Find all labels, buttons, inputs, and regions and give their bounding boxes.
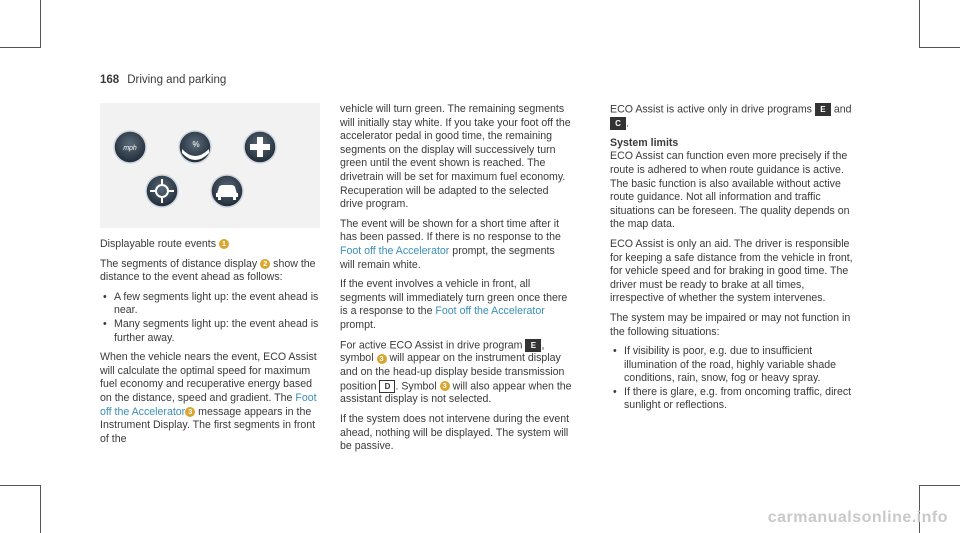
page-number: 168 <box>100 74 120 86</box>
svg-text:%: % <box>192 140 200 149</box>
bullet-list <box>610 345 860 413</box>
mph-icon <box>114 131 146 163</box>
car-icon <box>211 175 243 207</box>
route-events-figure <box>100 103 320 228</box>
callout-badge: 3 <box>185 407 195 417</box>
paragraph: The segments of distance display 2 show the distance to the event ahead as follows: <box>100 257 316 284</box>
crop-mark <box>40 485 41 533</box>
drive-program-e-symbol: E <box>525 339 541 352</box>
section-title: Driving and parking <box>127 74 227 86</box>
paragraph: If the event involves a vehicle in front, all segments will immediately turn green once there is a response to the Foot off the Accelerator prompt. <box>340 278 568 331</box>
drive-program-c-symbol: C <box>610 117 626 130</box>
percent-gauge-icon <box>179 131 211 163</box>
foot-off-accelerator-link: Foot off the Accelerator <box>340 244 450 257</box>
paragraph: If the system does not intervene during the event ahead, nothing will be displayed. The system will be passive. <box>340 413 570 453</box>
paragraph: ECO Assist is active only in drive programs E and C . <box>610 103 852 130</box>
callout-badge: 1 <box>219 239 229 249</box>
plus-icon <box>244 131 276 163</box>
paragraph: ECO Assist can function even more precisely if the route is adhered to when route guidance is active. The basic function is also available without active route guidance. Not all information and traffic situations can be foreseen. The quality depends on the map data. <box>610 150 850 231</box>
paragraph: The event will be shown for a short time after it has been passed. If there is no response to the Foot off the Accelerator prompt, the segments will remain white. <box>340 217 561 271</box>
column-3 <box>610 103 860 419</box>
bullet-list <box>100 291 322 345</box>
paragraph: When the vehicle nears the event, ECO Assist will calculate the optimal speed for maximum fuel economy and recuperative energy based on the distance, speed and gradient. The Foot off the Accelerator 3 message appears in the Instrument Display. The first segments in front of the <box>100 351 317 445</box>
paragraph: ECO Assist is only an aid. The driver is responsible for keeping a safe distance from the vehicle in front, for vehicle speed and for braking in good time. The driver must be ready to brake at all times, irrespective of whether the system intervenes. <box>610 237 853 305</box>
crop-mark <box>919 47 960 48</box>
list-item: • Many segments light up: the event ahead is further away. <box>100 318 322 345</box>
page-header <box>100 74 226 86</box>
svg-text:mph: mph <box>123 145 137 152</box>
paragraph: For active ECO Assist in drive program E , symbol 3 will appear on the instrument display and on the head-up display beside transmission position D . Symbol 3 will also appear when the assistant display is not selected. <box>340 338 572 406</box>
foot-off-accelerator-link: Foot off the Accelerator <box>100 391 317 418</box>
list-item: • A few segments light up: the event ahead is near. <box>100 291 322 318</box>
crop-mark <box>0 485 41 486</box>
paragraph: vehicle will turn green. The remaining segments will initially stay white. If you take your foot off the accelerator pedal in good time, the remaining segments on the display will successively turn green until the event shown is reached. The drivetrain will be set for maximum fuel economy. Recuperation will be adapted to the selected drive program. <box>340 103 571 211</box>
transmission-d-symbol: D <box>379 380 395 393</box>
callout-badge: 3 <box>377 354 387 364</box>
figure-caption: Displayable route events 1 <box>100 238 322 252</box>
paragraph: The system may be impaired or may not function in the following situations: <box>610 311 851 338</box>
list-item: • If visibility is poor, e.g. due to insufficient illumination of the road, highly variable shade conditions, rain, snow, fog or heavy spray. <box>610 345 860 386</box>
crop-mark <box>919 0 920 48</box>
crop-mark <box>40 0 41 48</box>
callout-badge: 2 <box>260 259 270 269</box>
crop-mark <box>0 47 41 48</box>
list-item: • If there is glare, e.g. from oncoming traffic, direct sunlight or reflections. <box>610 386 860 413</box>
crosshair-icon <box>146 175 178 207</box>
column-1 <box>100 238 322 452</box>
section-heading: System limits <box>610 136 679 149</box>
watermark: carmanualsonline.info <box>767 509 948 526</box>
crop-mark <box>919 485 960 486</box>
foot-off-accelerator-link: Foot off the Accelerator <box>435 305 545 318</box>
drive-program-e-symbol: E <box>815 103 831 116</box>
callout-badge: 3 <box>440 381 450 391</box>
column-2 <box>340 103 572 460</box>
